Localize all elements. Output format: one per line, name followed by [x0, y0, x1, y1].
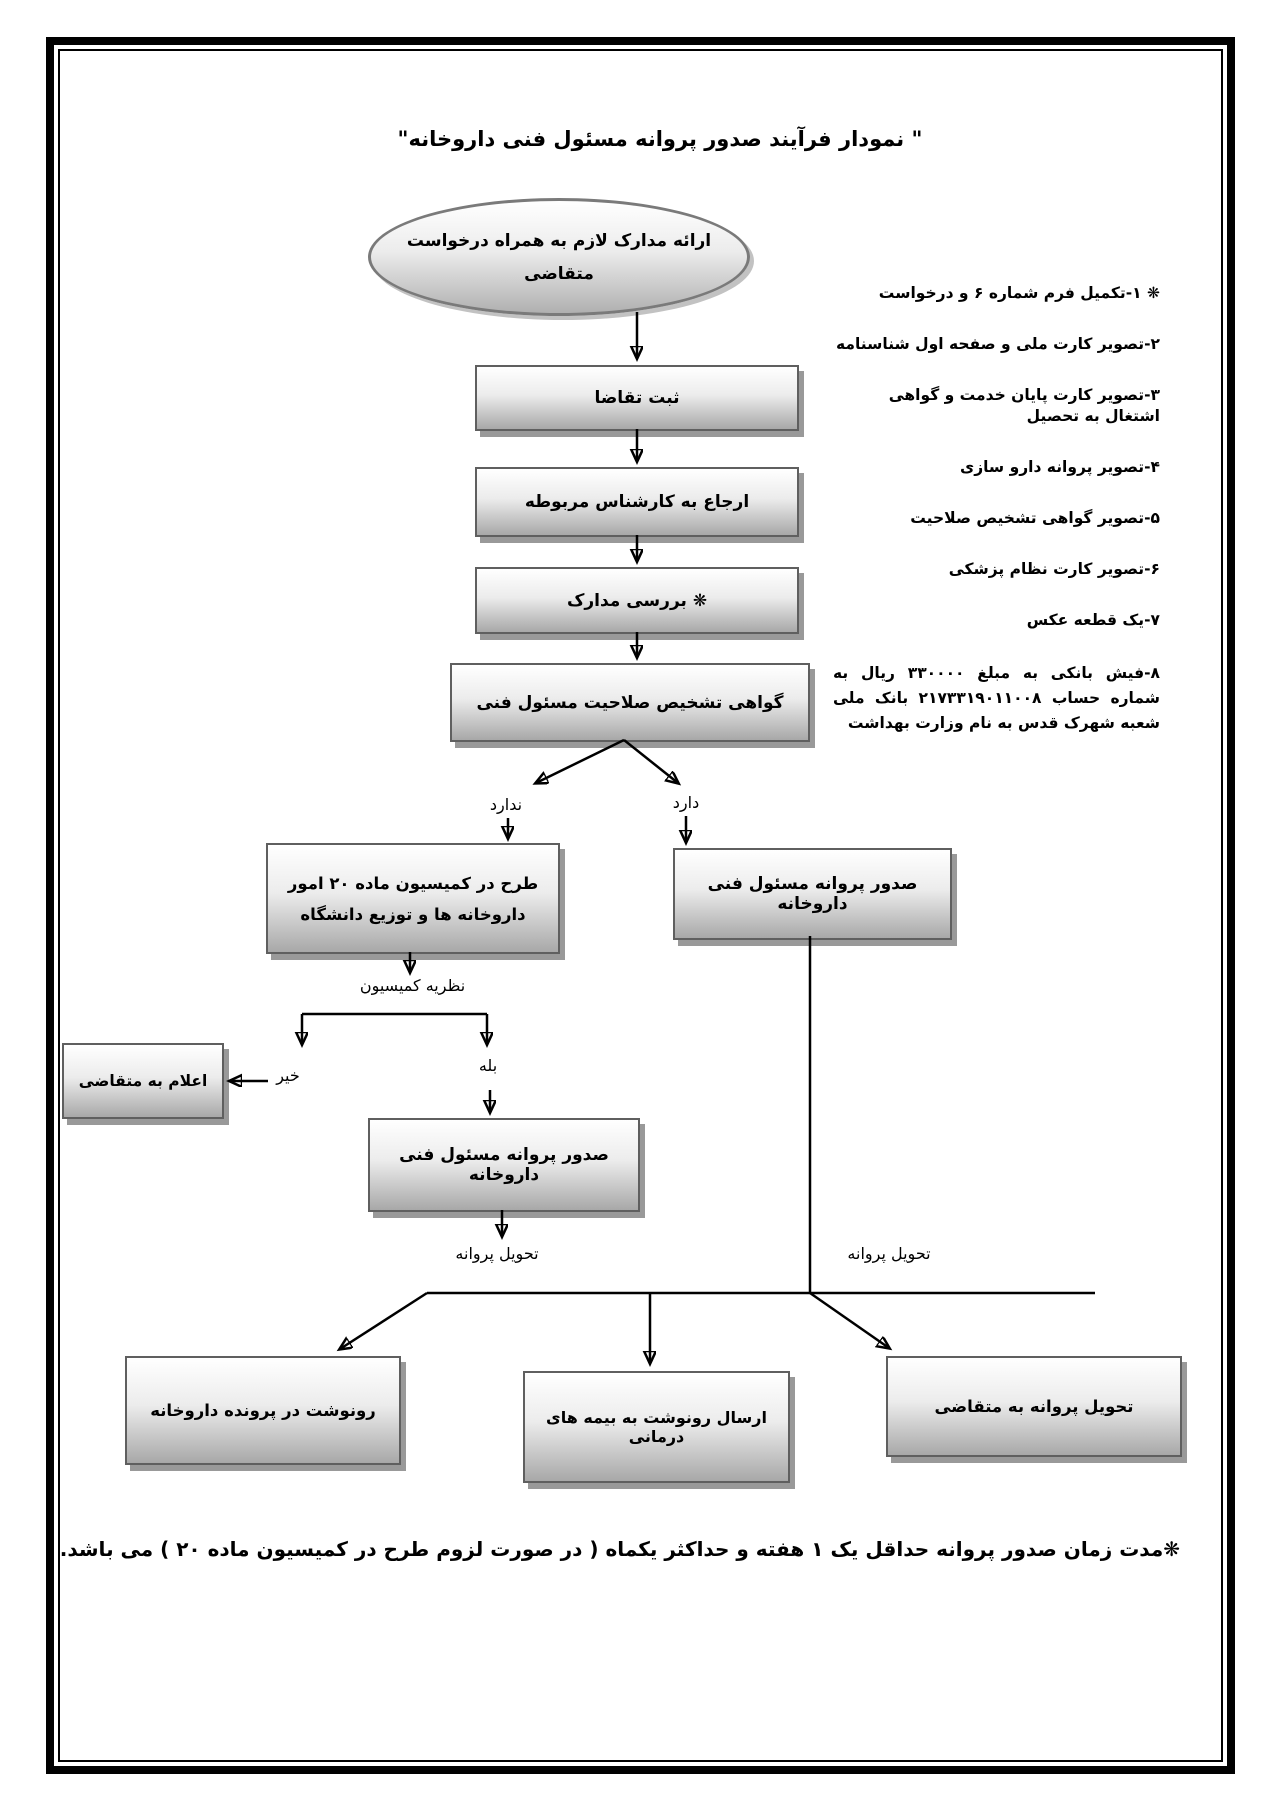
label-deliver-license-left: تحویل پروانه [455, 1244, 539, 1263]
label-branch-no: ندارد [489, 795, 523, 814]
box-deliver-license-to-applicant: تحویل پروانه به متقاضی [886, 1356, 1182, 1457]
box-review-documents: ❋ بررسی مدارک [475, 567, 799, 634]
requirement-item-7: ۷-یک قطعه عکس [1026, 611, 1160, 629]
label-deliver-license-right: تحویل پروانه [847, 1244, 931, 1263]
requirement-item-2: ۲-تصویر کارت ملی و صفحه اول شناسنامه [835, 335, 1160, 353]
requirements-list [833, 283, 1160, 736]
requirement-item-8: ۸-فیش بانکی به مبلغ ۳۳۰۰۰۰ ریال به شماره حساب ۲۱۷۳۳۱۹۰۱۱۰۰۸ بانک ملی شعبه شهرک قدس به نام وزارت بهداشت [833, 664, 1160, 732]
start-node-line2: متقاضی [524, 263, 594, 284]
box-register-request: ثبت تقاضا [475, 365, 799, 431]
label-commission-opinion: نظریه کمیسیون [359, 976, 466, 995]
requirement-item-5: ۵-تصویر گواهی تشخیص صلاحیت [910, 509, 1160, 527]
label-branch-yes: دارد [672, 793, 700, 812]
box-refer-to-expert: ارجاع به کارشناس مربوطه [475, 467, 799, 537]
box-competence-certificate: گواهی تشخیص صلاحیت مسئول فنی [450, 663, 810, 742]
box-copy-in-pharmacy-file: رونوشت در پرونده داروخانه [125, 1356, 401, 1465]
box-issue-license-direct: صدور پروانه مسئول فنی داروخانه [673, 848, 952, 940]
box-article20-commission [266, 843, 560, 954]
requirement-item-3: ۳-تصویر کارت پایان خدمت و گواهی اشتغال به تحصیل [888, 386, 1160, 425]
box-notify-applicant: اعلام به متقاضی [62, 1043, 224, 1119]
footnote: ❋مدت زمان صدور پروانه حداقل یک ۱ هفته و حداکثر یکماه ( در صورت لزوم طرح در کمیسیون ماده ۲۰ ) می باشد. [59, 1537, 1180, 1561]
label-opinion-yes: بله [478, 1056, 498, 1075]
box-issue-license-after-commission: صدور پروانه مسئول فنی داروخانه [368, 1118, 640, 1212]
requirement-item-1: ❋ ۱-تکمیل فرم شماره ۶ و درخواست [878, 284, 1160, 302]
start-node-provide-documents [368, 198, 750, 316]
page-title: " نمودار فرآیند صدور پروانه مسئول فنی داروخانه" [397, 127, 923, 151]
requirement-item-4: ۴-تصویر پروانه دارو سازی [959, 458, 1160, 476]
box-send-copy-to-insurances: ارسال رونوشت به بیمه های درمانی [523, 1371, 790, 1483]
box-article20-commission-line2: داروخانه ها و توزیع دانشگاه [300, 904, 526, 924]
label-opinion-no: خیر [276, 1066, 300, 1085]
box-article20-commission-line1: طرح در کمیسیون ماده ۲۰ امور [287, 873, 539, 893]
start-node-line1: ارائه مدارک لازم به همراه درخواست [406, 230, 712, 251]
requirement-item-6: ۶-تصویر کارت نظام پزشکی [948, 560, 1160, 578]
